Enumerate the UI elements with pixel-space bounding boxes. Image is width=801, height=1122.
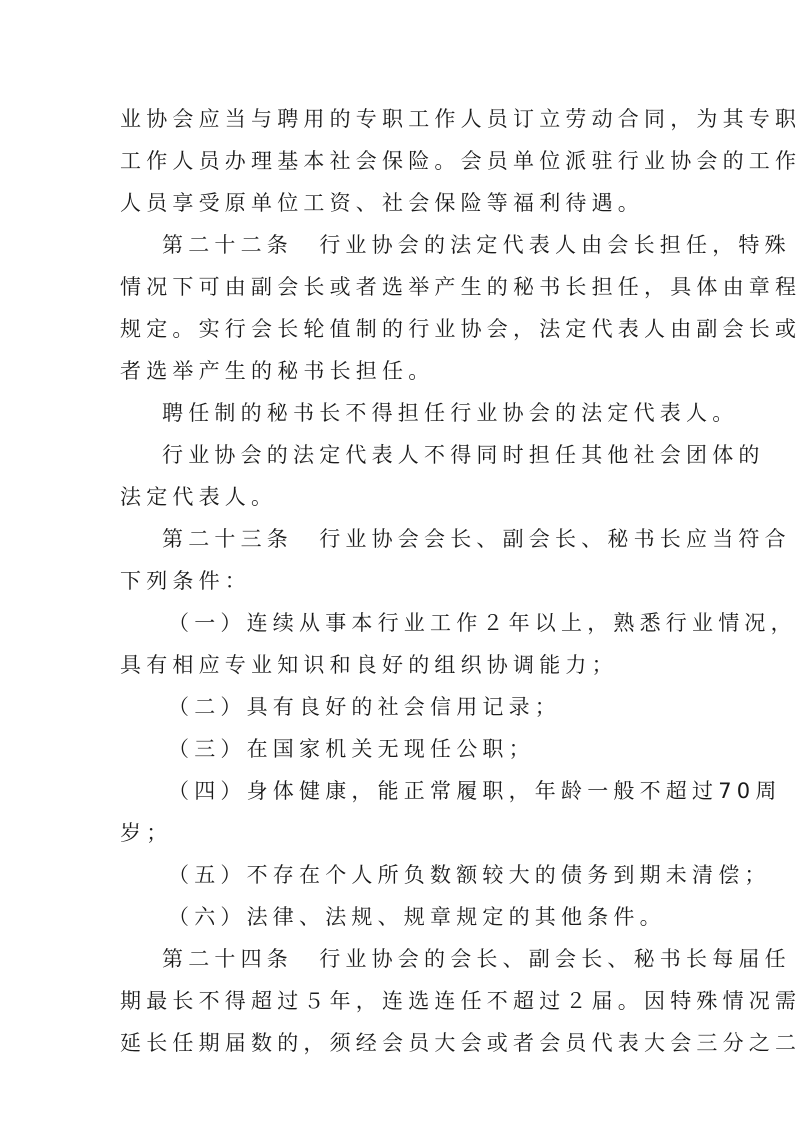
list-item-4: （四）身体健康，能正常履职，年龄一般不超过70周 — [168, 779, 782, 803]
list-item-2: （二）具有良好的社会信用记录； — [168, 695, 561, 719]
body-text-line: 法定代表人。 — [120, 485, 278, 509]
paragraph-line: 行业协会的法定代表人不得同时担任其他社会团体的 — [162, 443, 765, 467]
body-text-line: 具有相应专业知识和良好的组织协调能力； — [120, 653, 618, 677]
body-text-line: 工作人员办理基本社会保险。会员单位派驻行业协会的工作 — [120, 149, 801, 173]
article-24-heading-line: 第二十四条 行业协会的会长、副会长、秘书长每届任 — [162, 947, 791, 971]
article-23-heading-line: 第二十三条 行业协会会长、副会长、秘书长应当符合 — [162, 527, 791, 551]
list-item-6: （六）法律、法规、规章规定的其他条件。 — [168, 905, 666, 929]
body-text-line: 期最长不得超过５年，连选连任不超过２届。因特殊情况需 — [120, 989, 801, 1013]
body-text-line: 规定。实行会长轮值制的行业协会，法定代表人由副会长或 — [120, 317, 801, 341]
article-22-heading-line: 第二十二条 行业协会的法定代表人由会长担任，特殊 — [162, 233, 791, 257]
body-text-line: 人员享受原单位工资、社会保险等福利待遇。 — [120, 191, 644, 215]
body-text-line: 业协会应当与聘用的专职工作人员订立劳动合同，为其专职 — [120, 107, 801, 131]
body-text-line: 者选举产生的秘书长担任。 — [120, 359, 435, 383]
list-item-5: （五）不存在个人所负数额较大的债务到期未清偿； — [168, 863, 771, 887]
body-text-line: 下列条件： — [120, 569, 251, 593]
paragraph-line: 聘任制的秘书长不得担任行业协会的法定代表人。 — [162, 401, 739, 425]
body-text-line: 情况下可由副会长或者选举产生的秘书长担任，具体由章程 — [120, 275, 801, 299]
list-item-1: （一）连续从事本行业工作２年以上，熟悉行业情况， — [168, 611, 797, 635]
list-item-3: （三）在国家机关无现任公职； — [168, 737, 535, 761]
body-text-line: 岁； — [120, 821, 173, 845]
body-text-line: 延长任期届数的，须经会员大会或者会员代表大会三分之二 — [120, 1031, 801, 1055]
